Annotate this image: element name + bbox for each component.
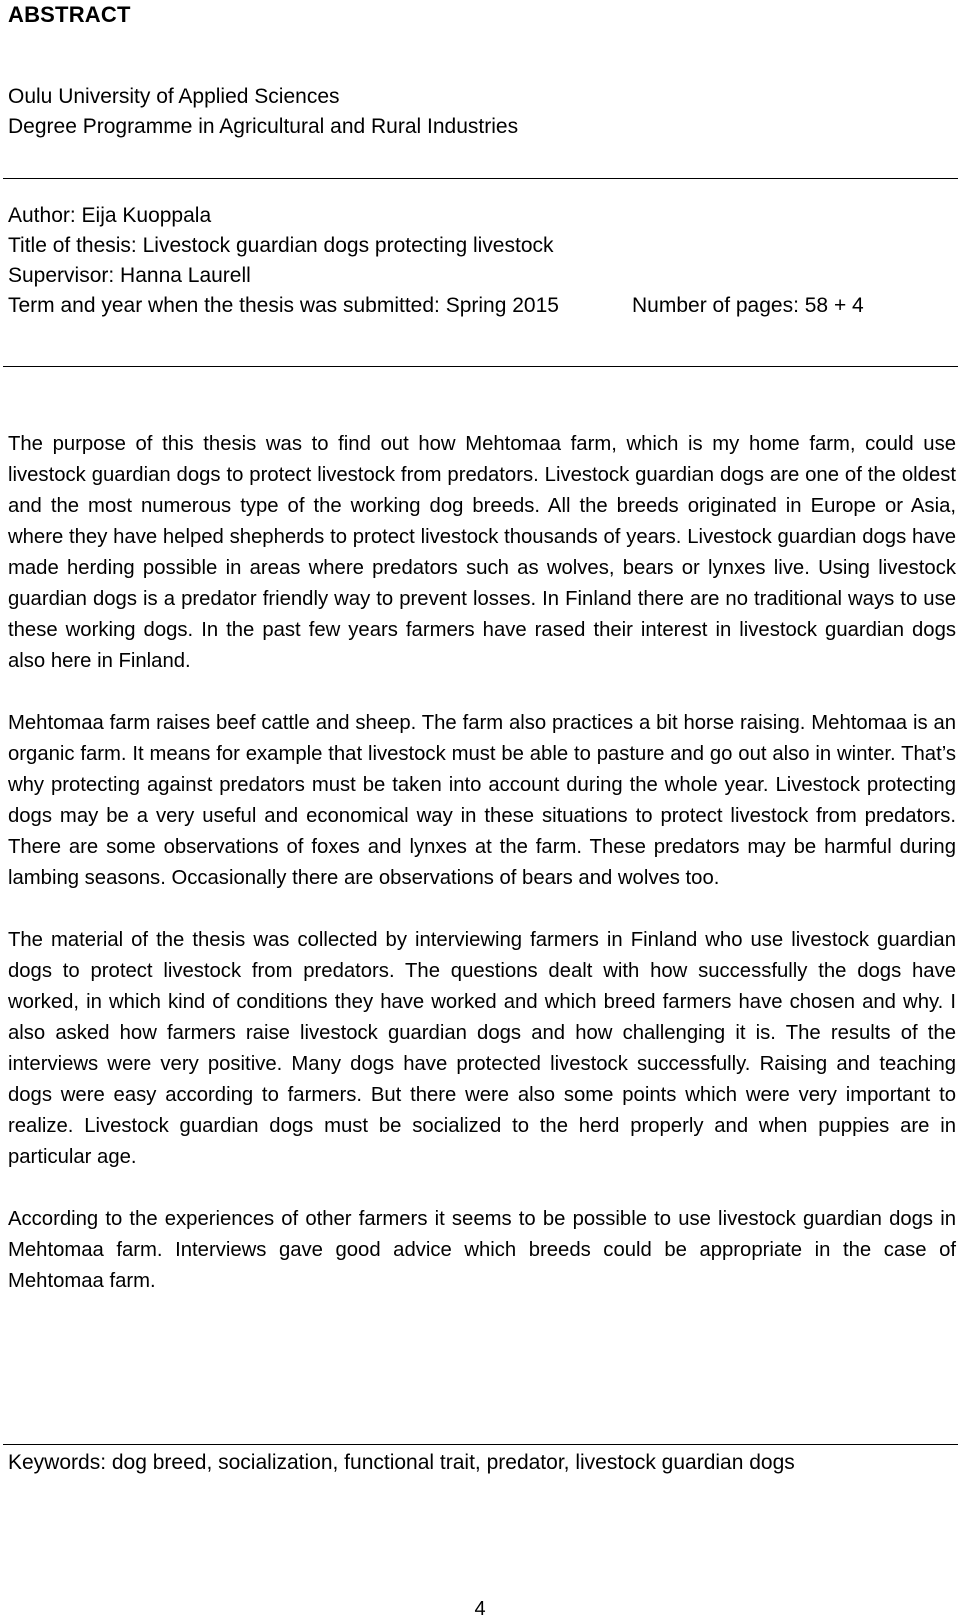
abstract-paragraph: Mehtomaa farm raises beef cattle and sheep. The farm also practices a bit horse raising. Mehtomaa is an organic farm. It means for example that livestock must be able to pasture and go out also in winter. That’s why protecting against predators must be taken into account during the whole year. Livestock protecting dogs may be a very useful and economical way in these situations to protect livestock from predators. There are some observations of foxes and lynxes at the farm. These predators may be harmful during lambing seasons. Occasionally there are observations of bears and wolves too. [8, 712, 956, 889]
degree-programme: Degree Programme in Agricultural and Rural Industries [8, 115, 519, 138]
term-row [8, 291, 864, 321]
divider-middle [3, 366, 958, 367]
thesis-metadata [8, 201, 864, 321]
abstract-heading: ABSTRACT [8, 2, 131, 27]
abstract-paragraph: The purpose of this thesis was to find out how Mehtomaa farm, which is my home farm, could use livestock guardian dogs to protect livestock from predators. Livestock guardian dogs are one of the oldest and the most numerous type of the working dog breeds. All the breeds originated in Europe or Asia, where they have helped shepherds to protect livestock thousands of years. Livestock guardian dogs have made herding possible in areas where predators such as wolves, bears or lynxes live. Using livestock guardian dogs is a predator friendly way to prevent losses. In Finland there are no traditional ways to use these working dogs. In the past few years farmers have rased their interest in livestock guardian dogs also here in Finland. [8, 433, 956, 672]
supervisor-line: Supervisor: Hanna Laurell [8, 264, 251, 287]
divider-top [3, 178, 958, 179]
university-name: Oulu University of Applied Sciences [8, 85, 340, 108]
abstract-body [8, 429, 956, 1328]
page-count: Number of pages: 58 + 4 [632, 294, 864, 317]
keywords-line: Keywords: dog breed, socialization, functional trait, predator, livestock guardian dogs [8, 1451, 795, 1474]
institution-block [8, 82, 518, 142]
thesis-title-line: Title of thesis: Livestock guardian dogs protecting livestock [8, 234, 554, 257]
divider-keywords [3, 1444, 958, 1445]
page-number: 4 [474, 1598, 486, 1620]
abstract-paragraph: The material of the thesis was collected by interviewing farmers in Finland who use livestock guardian dogs to protect livestock from predators. The questions dealt with how successfully the dogs have worked, in which kind of conditions they have worked and which breed farmers have chosen and why. I also asked how farmers raise livestock guardian dogs and how challenging it is. The results of the interviews were very positive. Many dogs have protected livestock successfully. Raising and teaching dogs were easy according to farmers. But there were also some points which were very important to realize. Livestock guardian dogs must be socialized to the herd properly and when puppies are in particular age. [8, 929, 956, 1168]
abstract-paragraph: According to the experiences of other farmers it seems to be possible to use livestock guardian dogs in Mehtomaa farm. Interviews gave good advice which breeds could be appropriate in the case of Mehtomaa farm. [8, 1208, 956, 1292]
author-line: Author: Eija Kuoppala [8, 204, 212, 227]
term-line: Term and year when the thesis was submitted: Spring 2015 [8, 294, 559, 317]
